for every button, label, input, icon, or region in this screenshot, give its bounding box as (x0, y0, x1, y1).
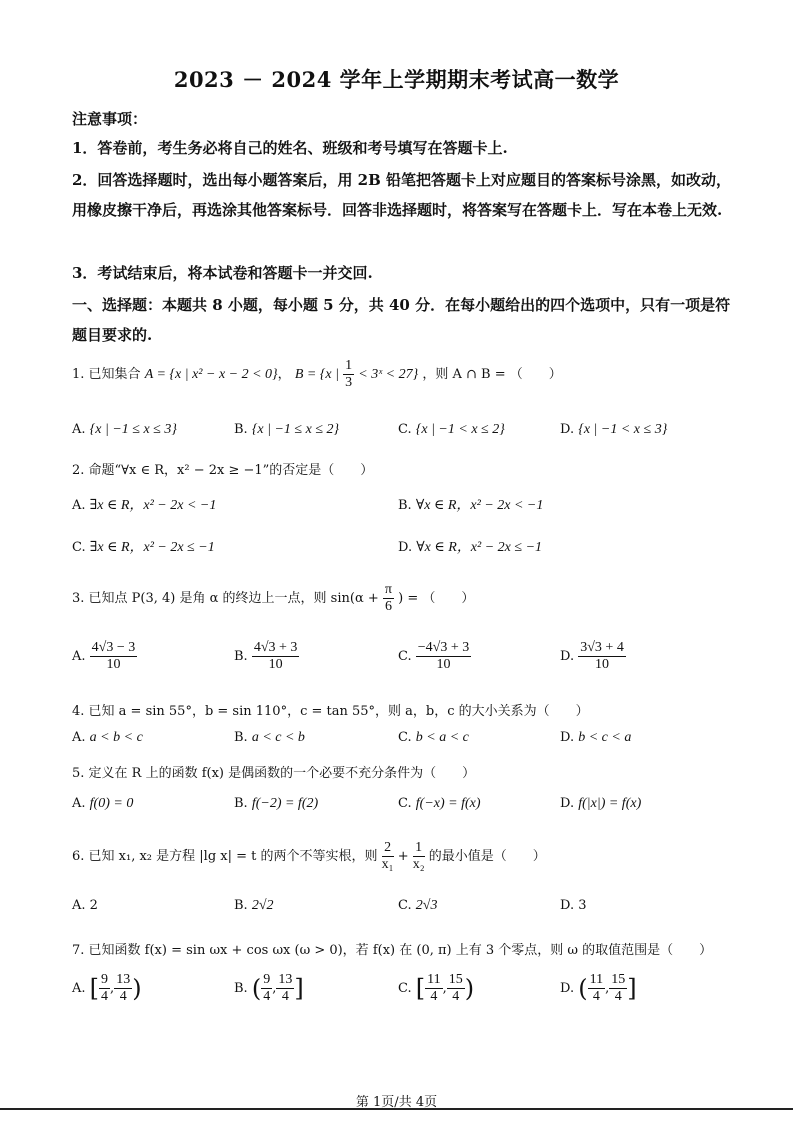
option-label: A. (72, 730, 86, 745)
option-label: A. (72, 898, 86, 913)
interval-left: [ (415, 974, 426, 1003)
option-text: f(|x|) = f(x) (578, 796, 642, 811)
option-text: f(0) = 0 (89, 796, 134, 811)
question-7-stem: 7. 已知函数 f(x) = sin ωx + cos ωx (ω > 0)，若 f(x) 在 (0, π) 上有 3 个零点，则 ω 的取值范围是（ ） (72, 943, 713, 958)
option-num: 3√3 + 4 (580, 640, 624, 655)
page-footer: 第 1页/共 4页 (355, 1095, 438, 1110)
q6-frac-1 (382, 840, 394, 873)
q1-set-b-pre: B = {x | (294, 367, 339, 382)
option-text: a < c < b (251, 730, 305, 745)
option-label: C. (398, 898, 412, 913)
option-label: A. (72, 498, 86, 513)
interval-right: ) (132, 974, 142, 1003)
option-label: C. (398, 981, 412, 996)
q2-option-d (398, 536, 542, 556)
option-label: D. (560, 422, 575, 437)
q2-option-a (72, 494, 216, 514)
notice-3: 3．考试结束后，将本试卷和答题卡一并交回. (72, 264, 373, 282)
q1-option-c (398, 422, 505, 438)
q7-option-b: B. ( $\frac{9}{4}$ , $\frac{13}{4}$ ] (234, 972, 304, 1004)
q6-option-b (234, 898, 274, 914)
option-text: 2√2 (251, 898, 274, 913)
q1-option-d (560, 422, 667, 438)
q3-option-c (398, 640, 471, 673)
q4-option-a (72, 730, 143, 746)
option-label: C. (398, 796, 412, 811)
option-text: b < c < a (578, 730, 632, 745)
option-text: ∃x ∈ R，x² − 2x < −1 (89, 498, 217, 513)
q5-option-a (72, 796, 133, 812)
q7-option-a: A. [ $\frac{9}{4}$ , $\frac{13}{4}$ ) (72, 972, 142, 1004)
notice-1: 1．答卷前，考生务必将自己的姓名、班级和考号填写在答题卡上. (72, 139, 508, 157)
option-num: 4√3 − 3 (91, 640, 136, 655)
q3-stem-post: ) = （ ） (398, 591, 475, 606)
q1-set-b-post: < 3ˣ < 27} (358, 367, 419, 382)
option-label: C. (72, 540, 86, 555)
frac-num: 9 (263, 972, 271, 987)
option-label: C. (398, 649, 412, 664)
option-num: 4√3 + 3 (253, 640, 298, 655)
option-text: {x | −1 ≤ x ≤ 3} (89, 422, 177, 437)
q7-option-c: C. [ $\frac{11}{4}$ , $\frac{15}{4}$ ) (398, 972, 475, 1004)
option-label: C. (398, 730, 412, 745)
option-text: {x | −1 ≤ x ≤ 2} (251, 422, 340, 437)
frac-num: 11 (589, 972, 604, 987)
footer-rule (0, 1108, 793, 1110)
option-text: ∀x ∈ R，x² − 2x ≤ −1 (416, 540, 543, 555)
frac-den: 4 (101, 989, 109, 1004)
option-label: B. (398, 498, 412, 513)
interval-left: [ (89, 974, 100, 1003)
q1-frac-third (343, 358, 354, 391)
frac-num: 15 (448, 972, 463, 987)
page-title: 2023 － 2024 学年上学期期末考试高一数学 (173, 67, 620, 92)
q1-option-a (72, 422, 177, 438)
option-text: 2 (89, 898, 98, 913)
frac-num: 15 (611, 972, 626, 987)
option-label: B. (234, 898, 248, 913)
option-text: f(−x) = f(x) (415, 796, 481, 811)
q4-option-d (560, 730, 631, 746)
q6-frac-2 (413, 840, 425, 873)
frac-num: 9 (101, 972, 109, 987)
notice-title: 注意事项： (72, 110, 148, 128)
option-label: A. (72, 796, 86, 811)
q6-f2-num: 1 (413, 840, 425, 857)
q3-frac-pi6 (383, 582, 394, 615)
option-label: D. (560, 981, 575, 996)
q3-option-a (72, 640, 137, 673)
q6-stem-pre: 6. 已知 x₁, x₂ 是方程 |lg x| = t 的两个不等实根，则 (72, 849, 378, 864)
q6-option-a (72, 898, 98, 913)
option-text: f(−2) = f(2) (251, 796, 319, 811)
frac-den: 4 (119, 989, 127, 1004)
q6-f1-den: x₁ (381, 857, 394, 872)
option-text: a < b < c (89, 730, 143, 745)
question-6-stem (72, 840, 732, 873)
option-label: D. (560, 898, 575, 913)
q1-set-a: A = {x | x² − x − 2 < 0} (144, 367, 278, 382)
q6-option-c (398, 898, 437, 914)
option-text: ∀x ∈ R，x² − 2x < −1 (415, 498, 544, 513)
option-label: D. (560, 796, 575, 811)
q1-frac-den: 3 (345, 375, 353, 390)
interval-left: ( (251, 974, 262, 1003)
frac-den: 4 (263, 989, 271, 1004)
option-den: 10 (436, 657, 451, 672)
option-label: B. (234, 649, 248, 664)
q6-f2-den: x₂ (412, 857, 425, 872)
section-heading: 一、选择题：本题共 8 小题，每小题 5 分，共 40 分．在每小题给出的四个选项中，只有一项是符题目要求的. (72, 296, 731, 344)
q2-option-b (398, 494, 543, 514)
option-num: −4√3 + 3 (417, 640, 470, 655)
option-label: B. (234, 730, 248, 745)
option-label: B. (234, 981, 248, 996)
question-2-stem: 2. 命题“∀x ∈ R，x² − 2x ≥ −1”的否定是（ ） (72, 463, 374, 478)
q5-option-b (234, 796, 318, 812)
question-1-stem: 1. 已知集合 A = {x | x² − x − 2 < 0}， B = {x | $\frac{1}{3}$ < 3ˣ < 27} ，则 A ∩ B = （ ） (72, 358, 562, 390)
option-den: 10 (106, 657, 121, 672)
q5-option-d (560, 796, 641, 812)
option-label: B. (234, 422, 248, 437)
q3-frac-den: 6 (384, 599, 392, 614)
option-label: D. (398, 540, 413, 555)
option-text: {x | −1 < x ≤ 2} (415, 422, 505, 437)
frac-den: 4 (281, 989, 289, 1004)
q4-option-c (398, 730, 469, 746)
interval-right: ] (627, 974, 637, 1003)
option-label: A. (72, 981, 86, 996)
q1-suffix: ，则 A ∩ B = （ ） (422, 367, 562, 382)
q1-frac-num: 1 (345, 358, 353, 373)
q5-option-c (398, 796, 481, 812)
interval-right: ] (294, 974, 304, 1003)
option-text: ∃x ∈ R，x² − 2x ≤ −1 (89, 540, 215, 555)
q2-option-c (72, 536, 215, 556)
option-label: C. (398, 422, 412, 437)
frac-num: 11 (427, 972, 441, 987)
q6-plus: + (397, 849, 409, 864)
question-5-stem: 5. 定义在 R 上的函数 f(x) 是偶函数的一个必要不充分条件为（ ） (72, 766, 476, 781)
q1-option-b (234, 422, 339, 438)
q3-option-b (234, 640, 299, 673)
frac-num: 13 (278, 972, 293, 987)
q6-option-d (560, 898, 587, 913)
q3-option-d (560, 640, 626, 673)
frac-den: 4 (614, 989, 622, 1004)
q7-option-d: D. ( $\frac{11}{4}$ , $\frac{15}{4}$ ] (560, 972, 637, 1004)
option-den: 10 (268, 657, 283, 672)
interval-right: ) (464, 974, 475, 1003)
q6-stem-post: 的最小值是（ ） (428, 849, 546, 864)
frac-den: 4 (592, 989, 600, 1004)
interval-left: ( (578, 974, 588, 1003)
q1-prefix: 1. 已知集合 (72, 367, 141, 382)
option-text: 2√3 (415, 898, 438, 913)
question-3-stem (72, 582, 732, 615)
option-label: A. (72, 649, 86, 664)
q3-frac-num: π (384, 582, 392, 597)
q3-stem-pre: 3. 已知点 P(3, 4) 是角 α 的终边上一点，则 sin(α + (72, 591, 379, 606)
option-den: 10 (595, 657, 610, 672)
frac-den: 4 (452, 989, 460, 1004)
option-label: B. (234, 796, 248, 811)
question-4-stem: 4. 已知 a = sin 55°，b = sin 110°，c = tan 55°，则 a，b，c 的大小关系为（ ） (72, 704, 589, 719)
option-text: 3 (578, 898, 587, 913)
option-label: D. (560, 730, 575, 745)
option-label: A. (72, 422, 86, 437)
frac-num: 13 (116, 972, 131, 987)
option-label: D. (560, 649, 575, 664)
q6-f1-num: 2 (382, 840, 394, 857)
frac-den: 4 (430, 989, 438, 1004)
q4-option-b (234, 730, 305, 746)
option-text: b < a < c (415, 730, 469, 745)
notice-2: 2．回答选择题时，选出每小题答案后，用 2B 铅笔把答题卡上对应题目的答案标号涂黑，如改动，用橡皮擦干净后，再选涂其他答案标号．回答非选择题时，将答案写在答题卡上．写在本卷上无效. (72, 171, 732, 219)
option-text: {x | −1 < x ≤ 3} (578, 422, 668, 437)
